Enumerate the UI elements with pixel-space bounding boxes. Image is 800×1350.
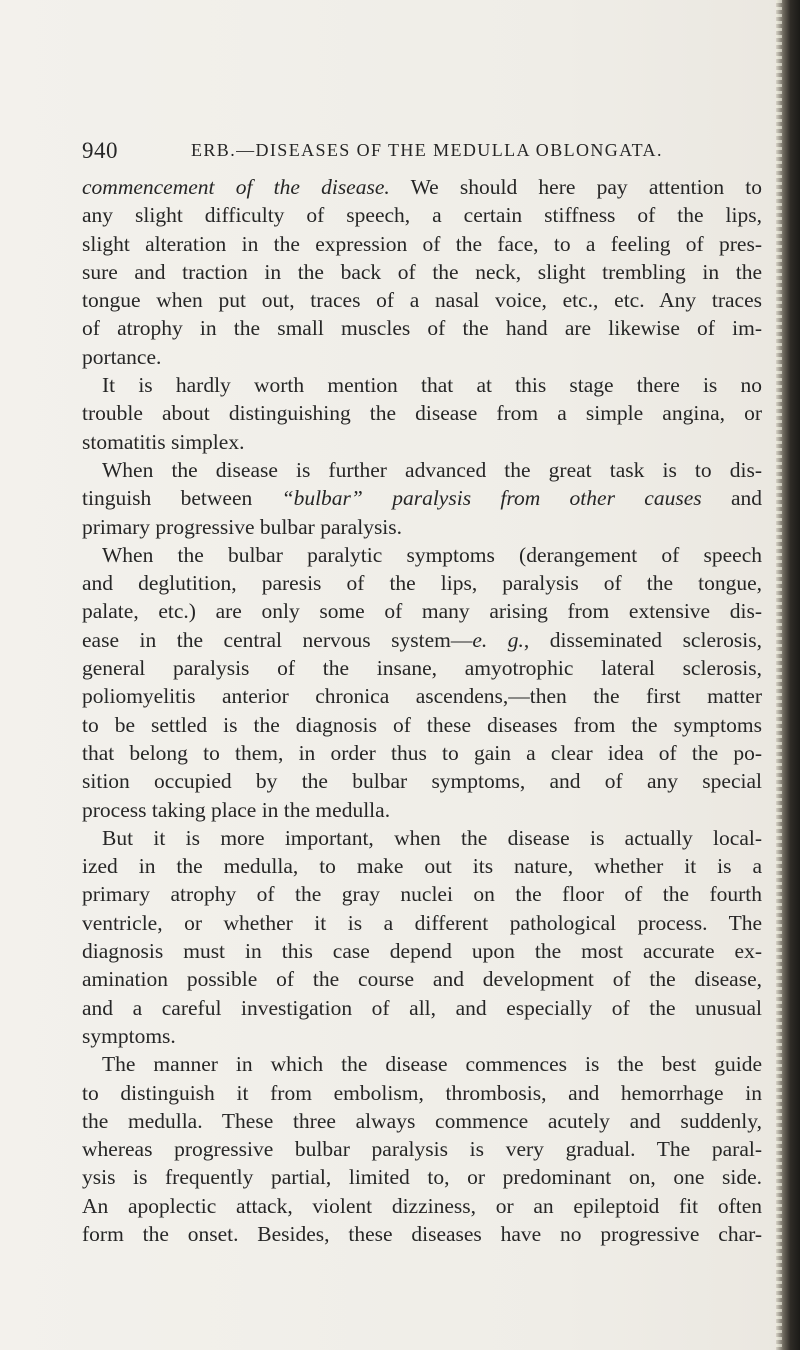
running-head: ERB.—DISEASES OF THE MEDULLA OBLONGATA. xyxy=(191,140,663,160)
text-run: sure and traction in the back of the neck, slight trembling in the xyxy=(82,259,762,284)
text-line xyxy=(82,909,762,937)
text-run: ease in the central nervous system— xyxy=(82,627,473,652)
text-run: tongue when put out, traces of a nasal voice, etc., etc. Any traces xyxy=(82,288,762,313)
text-run: primary atrophy of the gray nuclei on the floor of the fourth xyxy=(82,882,762,907)
page-number: 940 xyxy=(82,138,118,163)
text-run: sition occupied by the bulbar symptoms, and of any special xyxy=(82,769,762,794)
text-run: diagnosis must in this case depend upon the most accurate ex- xyxy=(82,939,762,964)
page-header xyxy=(80,138,760,168)
text-line xyxy=(82,1192,762,1220)
text-line xyxy=(82,994,762,1022)
text-line xyxy=(82,230,762,258)
text-line xyxy=(82,456,762,484)
text-line xyxy=(82,965,762,993)
text-line xyxy=(82,626,762,654)
text-run: form the onset. Besides, these diseases have no progressive char- xyxy=(82,1221,762,1246)
text-line xyxy=(82,682,762,710)
text-run: and xyxy=(701,486,762,511)
text-run: ventricle, or whether it is a different pathological process. The xyxy=(82,910,762,935)
text-line xyxy=(82,739,762,767)
text-run: We should here pay attention to xyxy=(389,175,762,199)
text-line xyxy=(82,371,762,399)
text-run: ysis is frequently partial, limited to, or predominant on, one side. xyxy=(82,1165,762,1190)
text-line xyxy=(82,937,762,965)
text-line xyxy=(82,1135,762,1163)
text-run: whereas progressive bulbar paralysis is very gradual. The paral- xyxy=(82,1137,762,1162)
text-line xyxy=(82,343,762,371)
text-run: primary progressive bulbar paralysis. xyxy=(82,514,403,539)
text-line xyxy=(82,541,762,569)
text-line xyxy=(82,880,762,908)
text-run: that belong to them, in order thus to gain a clear idea of the po- xyxy=(82,740,762,765)
text-line xyxy=(82,654,762,682)
text-run: amination possible of the course and development of the disease, xyxy=(82,967,762,992)
text-line xyxy=(82,484,762,512)
text-line xyxy=(82,1107,762,1135)
text-run: ized in the medulla, to make out its nature, whether it is a xyxy=(82,854,762,879)
text-line xyxy=(82,201,762,229)
text-run: and a careful investigation of all, and especially of the unusual xyxy=(82,995,762,1020)
text-run: tinguish between xyxy=(82,486,282,511)
text-line xyxy=(82,513,762,541)
text-line xyxy=(82,597,762,625)
text-run: trouble about distinguishing the disease from a simple angina, or xyxy=(82,401,762,426)
text-line xyxy=(82,314,762,342)
text-line xyxy=(82,767,762,795)
text-line xyxy=(82,258,762,286)
text-line xyxy=(82,1079,762,1107)
text-line xyxy=(82,399,762,427)
text-run: It is hardly worth mention that at this stage there is no xyxy=(102,373,762,398)
text-run: , disseminated sclerosis, xyxy=(523,627,762,652)
text-run: to distinguish it from embolism, thrombosis, and hemorrhage in xyxy=(82,1080,762,1105)
text-run: process taking place in the medulla. xyxy=(82,797,391,822)
text-line xyxy=(82,569,762,597)
text-line xyxy=(82,173,762,201)
text-run: and deglutition, paresis of the lips, paralysis of the tongue, xyxy=(82,571,762,596)
text-run: An apoplectic attack, violent dizziness, or an epileptoid fit often xyxy=(82,1193,762,1218)
text-run: of atrophy in the small muscles of the hand are likewise of im- xyxy=(82,316,762,341)
body-text xyxy=(82,173,762,1248)
text-run: any slight difficulty of speech, a certain stiffness of the lips, xyxy=(82,203,762,228)
italic-text: commencement of the disease. xyxy=(82,175,390,199)
text-line xyxy=(82,711,762,739)
text-run: When the bulbar paralytic symptoms (derangement of speech xyxy=(102,542,762,567)
text-run: When the disease is further advanced the great task is to dis- xyxy=(102,457,762,482)
text-line xyxy=(82,286,762,314)
text-run: slight alteration in the expression of the face, to a feeling of pres- xyxy=(82,231,762,256)
text-run: symptoms. xyxy=(82,1023,176,1048)
text-run: to be settled is the diagnosis of these diseases from the symptoms xyxy=(82,712,762,737)
text-run: portance. xyxy=(82,344,162,369)
text-run xyxy=(363,486,392,510)
text-run: the medulla. These three always commence acutely and suddenly, xyxy=(82,1108,762,1133)
text-run: poliomyelitis anterior chronica ascendens,—then the first matter xyxy=(82,684,762,709)
text-line xyxy=(82,824,762,852)
italic-text: paralysis from other causes xyxy=(392,486,702,511)
text-run: But it is more important, when the disease is actually local- xyxy=(102,825,762,850)
text-line xyxy=(82,1022,762,1050)
text-line xyxy=(82,796,762,824)
text-line xyxy=(82,1220,762,1248)
text-run: palate, etc.) are only some of many arising from extensive dis- xyxy=(82,599,762,624)
text-run: stomatitis simplex. xyxy=(82,429,245,454)
text-line xyxy=(82,1050,762,1078)
text-line xyxy=(82,852,762,880)
text-line xyxy=(82,1163,762,1191)
text-run: general paralysis of the insane, amyotrophic lateral sclerosis, xyxy=(82,656,762,681)
italic-text: “bulbar” xyxy=(281,486,363,511)
italic-text: e. g. xyxy=(472,627,524,652)
text-run: The manner in which the disease commences is the best guide xyxy=(102,1052,762,1077)
text-line xyxy=(82,428,762,456)
book-binding-edge xyxy=(776,0,800,1350)
